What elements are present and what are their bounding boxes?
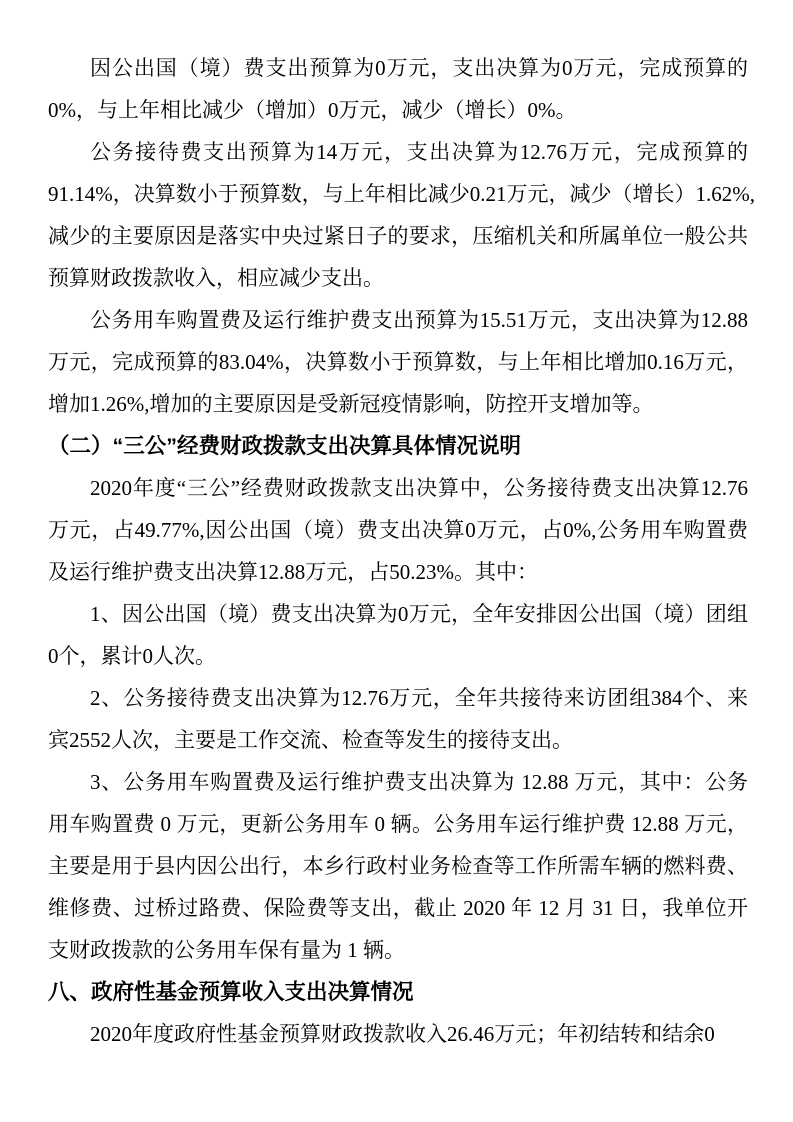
paragraph-line: 3、公务用车购置费及运行维护费支出决算为 12.88 万元，其中：公务 — [90, 770, 748, 794]
paragraph-line: 万元，占49.77%,因公出国（境）费支出决算0万元，占0%,公务用车购置费 — [48, 518, 748, 542]
paragraph-line: 0%，与上年相比减少（增加）0万元，减少（增长）0%。 — [48, 98, 577, 122]
paragraph-line: 公务接待费支出预算为14万元，支出决算为12.76万元，完成预算的 — [90, 140, 748, 164]
paragraph-travel-abroad-expense — [48, 47, 748, 131]
paragraph-item-3-vehicle — [48, 761, 748, 971]
paragraph-line: 0个，累计0人次。 — [48, 644, 216, 668]
section-heading-gov-fund — [48, 971, 748, 1013]
paragraph-line: 2020年度“三公”经费财政拨款支出决算中，公务接待费支出决算12.76 — [90, 476, 748, 500]
paragraph-line: 支财政拨款的公务用车保有量为 1 辆。 — [48, 938, 405, 962]
paragraph-line: 因公出国（境）费支出预算为0万元，支出决算为0万元，完成预算的 — [90, 56, 748, 80]
paragraph-line: 用车购置费 0 万元，更新公务用车 0 辆。公务用车运行维护费 12.88 万元， — [48, 812, 748, 836]
paragraph-line: 2、公务接待费支出决算为12.76万元，全年共接待来访团组384个、来 — [90, 686, 748, 710]
paragraph-line: 增加1.26%,增加的主要原因是受新冠疫情影响，防控开支增加等。 — [48, 392, 654, 416]
paragraph-line: 预算财政拨款收入，相应减少支出。 — [48, 266, 384, 290]
paragraph-line: 公务用车购置费及运行维护费支出预算为15.51万元，支出决算为12.88 — [90, 308, 748, 332]
paragraph-line: 1、因公出国（境）费支出决算为0万元，全年安排因公出国（境）团组 — [90, 602, 748, 626]
section-heading-text: 八、政府性基金预算收入支出决算情况 — [48, 980, 414, 1004]
paragraph-line: 万元，完成预算的83.04%，决算数小于预算数，与上年相比增加0.16万元， — [48, 350, 748, 374]
paragraph-sangong-summary — [48, 467, 748, 593]
paragraph-line: 维修费、过桥过路费、保险费等支出，截止 2020 年 12 月 31 日，我单位开 — [48, 896, 748, 920]
paragraph-line: 91.14%，决算数小于预算数，与上年相比减少0.21万元，减少（增长）1.62%, — [48, 182, 755, 206]
paragraph-gov-fund-summary — [48, 1013, 748, 1055]
paragraph-official-vehicle-expense — [48, 299, 748, 425]
paragraph-line: 及运行维护费支出决算12.88万元，占50.23%。其中： — [48, 560, 538, 584]
paragraph-line: 主要是用于县内因公出行，本乡行政村业务检查等工作所需车辆的燃料费、 — [48, 854, 748, 878]
paragraph-official-reception-expense — [48, 131, 755, 299]
paragraph-item-1-travel-abroad — [48, 593, 748, 677]
paragraph-line: 宾2552人次，主要是工作交流、检查等发生的接待支出。 — [48, 728, 573, 752]
paragraph-line: 减少的主要原因是落实中央过紧日子的要求，压缩机关和所属单位一般公共 — [48, 224, 748, 248]
paragraph-item-2-reception — [48, 677, 748, 761]
section-heading-sangong-detail — [48, 425, 748, 467]
section-heading-text: （二）“三公”经费财政拨款支出决算具体情况说明 — [48, 434, 522, 458]
paragraph-line: 2020年度政府性基金预算财政拨款收入26.46万元；年初结转和结余0 — [90, 1022, 715, 1046]
